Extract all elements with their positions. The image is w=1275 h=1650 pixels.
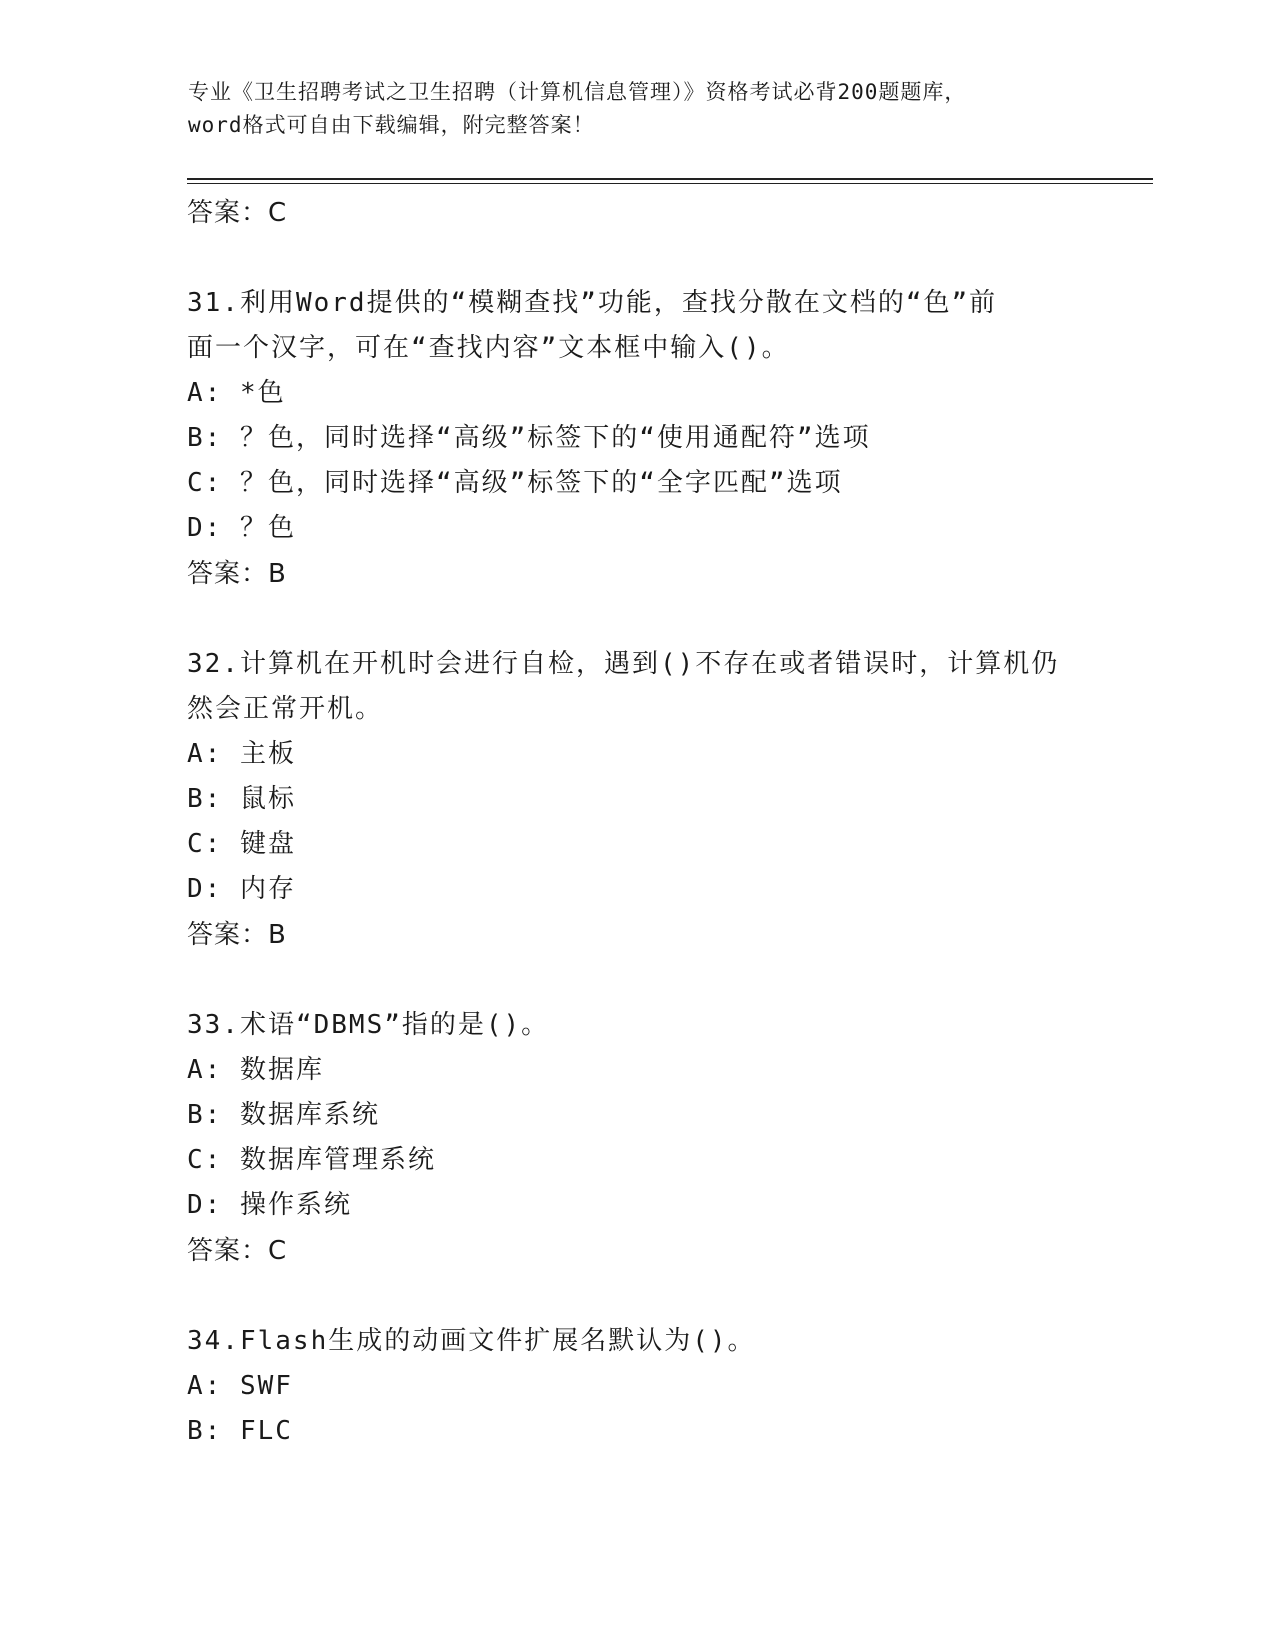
question-answer: 答案：C — [187, 1236, 288, 1266]
option-a: A: 数据库 — [187, 1055, 324, 1085]
question-stem: 32.计算机在开机时会进行自检，遇到()不存在或者错误时，计算机仍 — [187, 649, 1060, 679]
option-d: D: ？色 — [187, 513, 296, 543]
option-c: C: 数据库管理系统 — [187, 1145, 436, 1175]
question-33 — [187, 1003, 1107, 1274]
header-divider — [187, 178, 1153, 180]
header-divider-thin — [187, 183, 1153, 184]
header-title-line-2: word格式可自由下载编辑，附完整答案！ — [188, 113, 595, 137]
option-b: B: 鼠标 — [187, 784, 296, 814]
question-stem-continued: 然会正常开机。 — [187, 694, 384, 724]
option-c: C: ？色，同时选择“高级”标签下的“全字匹配”选项 — [187, 468, 843, 498]
question-stem: 31.利用Word提供的“模糊查找”功能，查找分散在文档的“色”前 — [187, 288, 998, 318]
document-header — [188, 76, 1088, 142]
option-a: A: *色 — [187, 378, 286, 408]
option-d: D: 内存 — [187, 874, 296, 904]
header-title-line-1: 专业《卫生招聘考试之卫生招聘（计算机信息管理）》资格考试必背200题题库， — [188, 80, 967, 104]
option-b: B: FLC — [187, 1416, 293, 1446]
question-answer: 答案：B — [187, 920, 287, 950]
question-31 — [187, 281, 1107, 597]
option-c: C: 键盘 — [187, 829, 296, 859]
question-32 — [187, 642, 1107, 958]
question-answer: 答案：B — [187, 559, 287, 589]
question-34 — [187, 1319, 1107, 1454]
question-stem: 34.Flash生成的动画文件扩展名默认为()。 — [187, 1326, 756, 1356]
question-stem-continued: 面一个汉字，可在“查找内容”文本框中输入()。 — [187, 333, 790, 363]
question-stem: 33.术语“DBMS”指的是()。 — [187, 1010, 550, 1040]
option-d: D: 操作系统 — [187, 1190, 352, 1220]
option-b: B: 数据库系统 — [187, 1100, 380, 1130]
option-a: A: SWF — [187, 1371, 293, 1401]
question-list — [187, 190, 1107, 1454]
previous-answer: 答案：C — [187, 198, 288, 228]
option-a: A: 主板 — [187, 739, 296, 769]
option-b: B: ？色，同时选择“高级”标签下的“使用通配符”选项 — [187, 423, 871, 453]
